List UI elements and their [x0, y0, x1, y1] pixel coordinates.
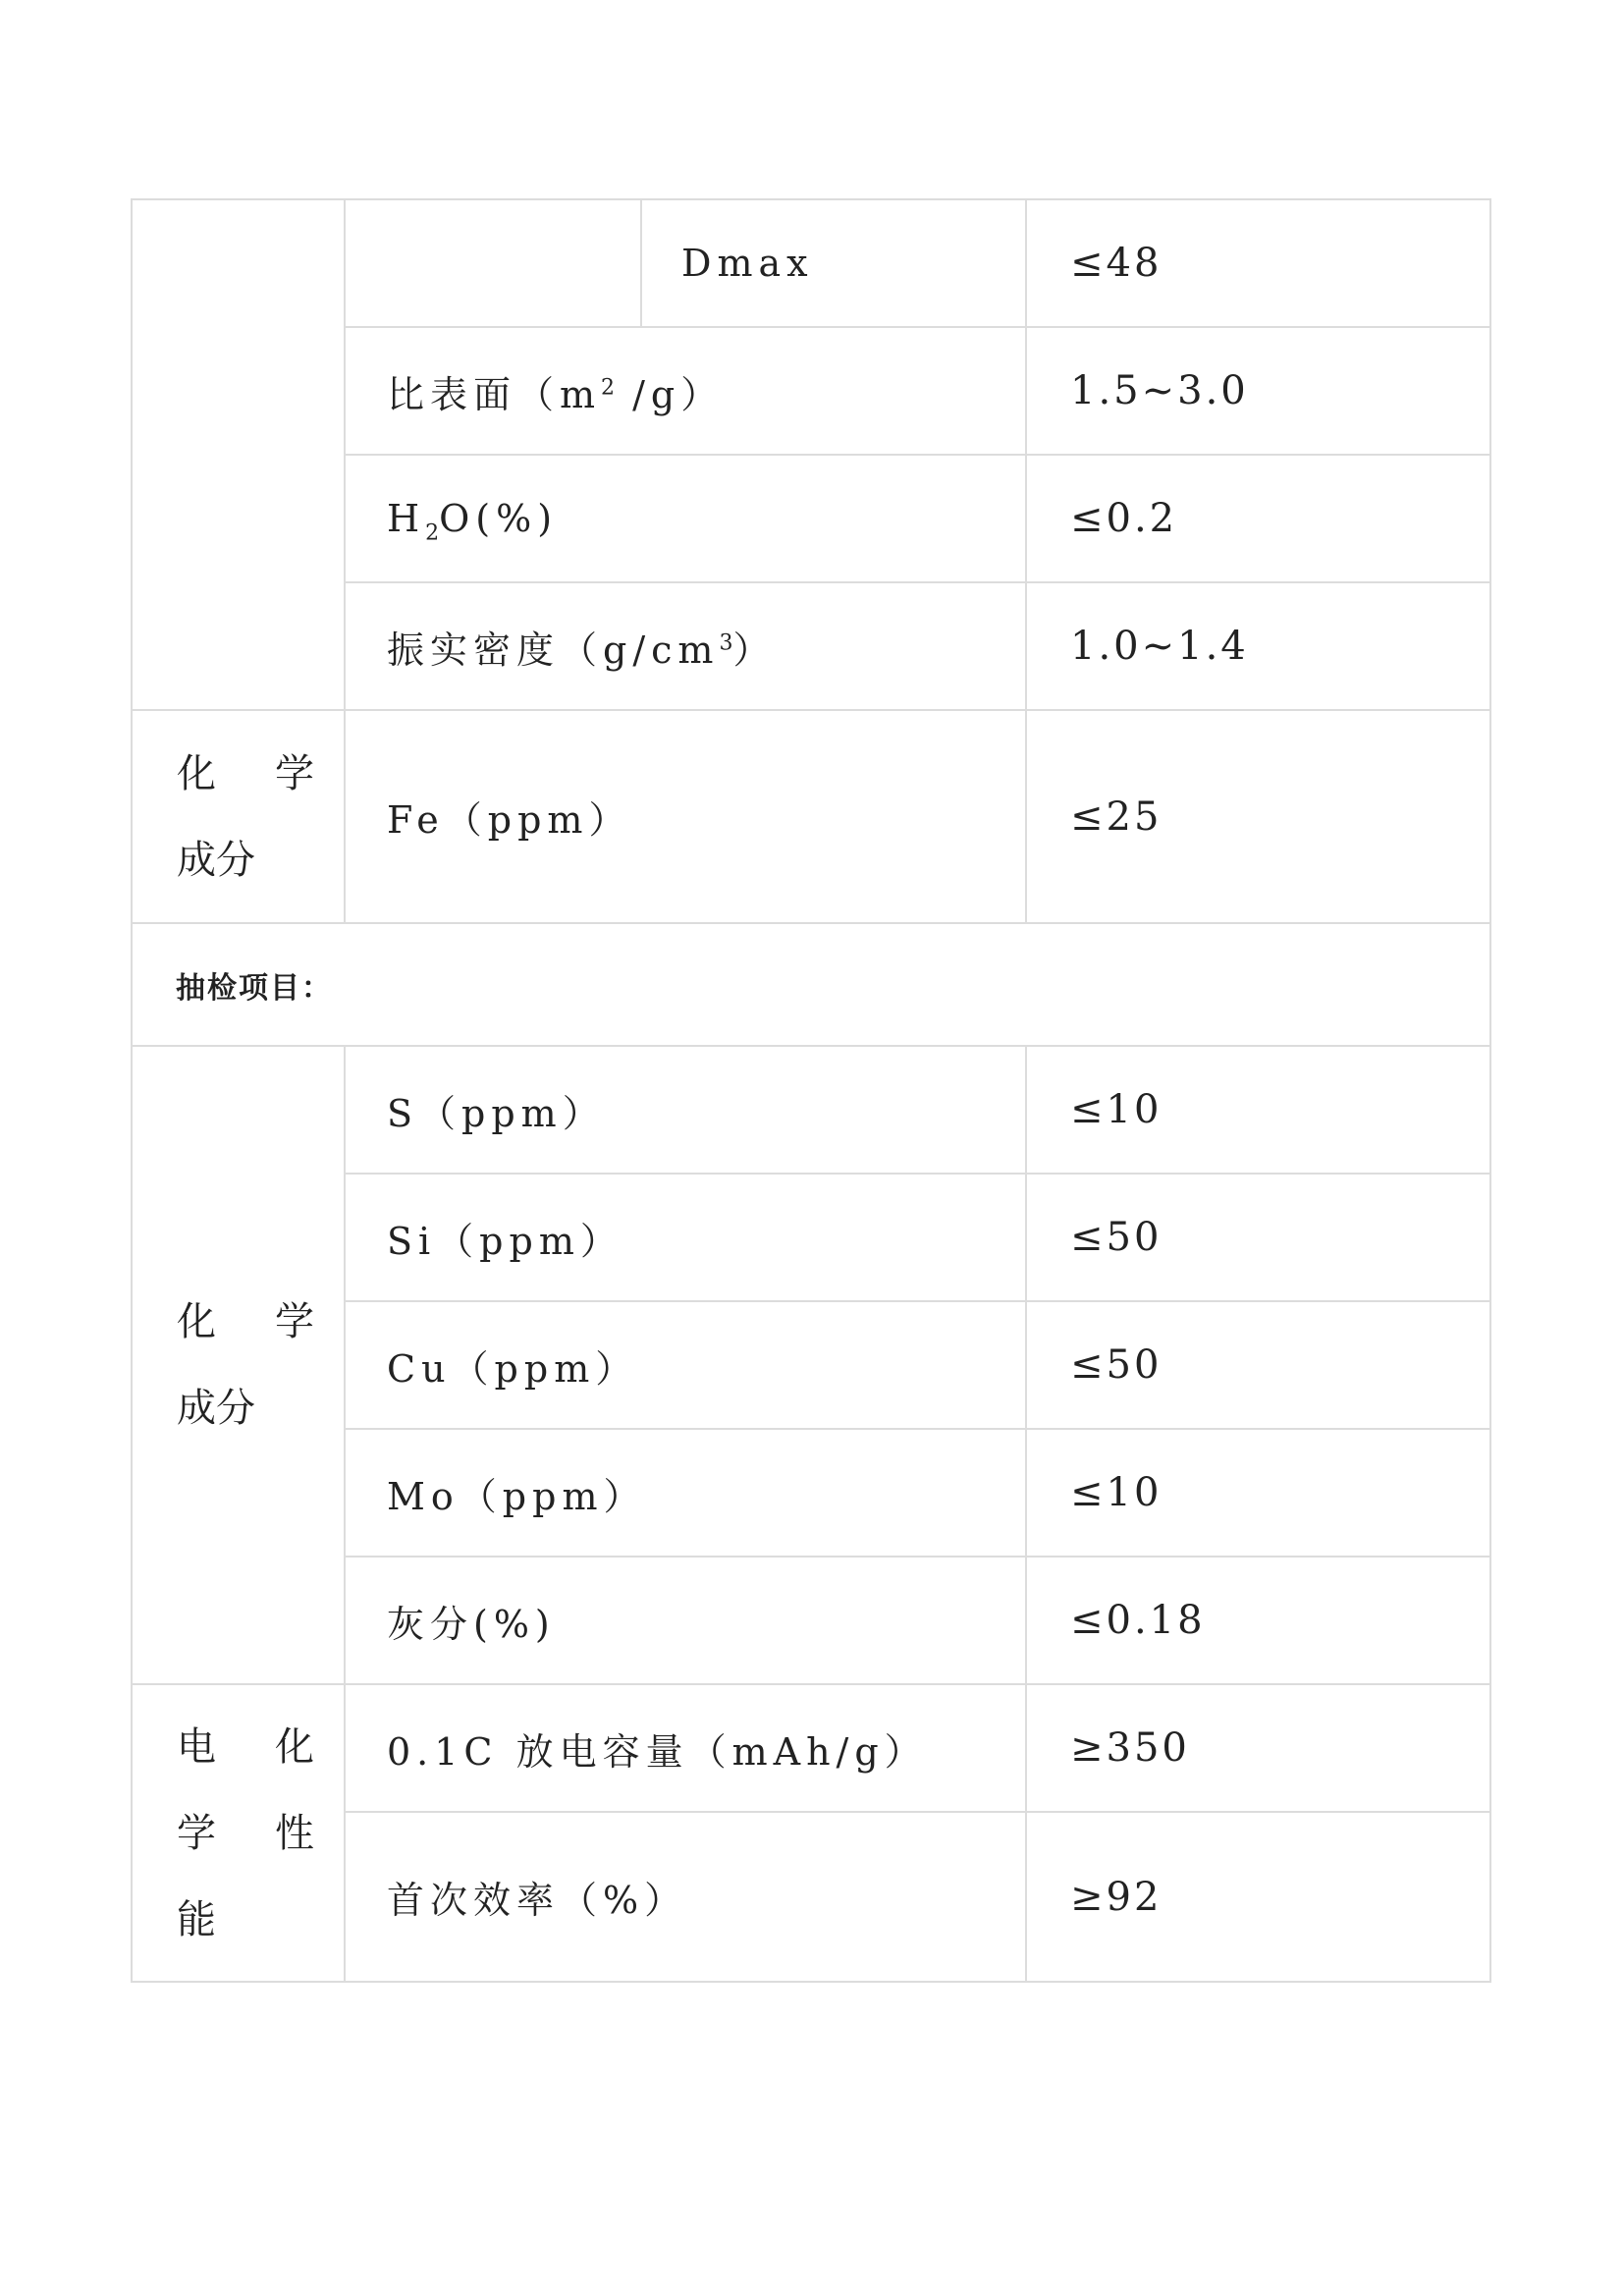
- value-cell: ≤50: [1026, 1301, 1490, 1429]
- item-cell: Si（ppm）: [345, 1174, 1026, 1301]
- category-cell: 电 化 学 性 能: [132, 1684, 345, 1982]
- table-row: [132, 710, 1490, 923]
- table-row: [132, 1684, 1490, 1812]
- item-cell: Cu（ppm）: [345, 1301, 1026, 1429]
- value-cell: ≥350: [1026, 1684, 1490, 1812]
- item-cell: Fe（ppm）: [345, 710, 1026, 923]
- item-cell: 首次效率（%）: [345, 1812, 1026, 1982]
- spec-table: [131, 198, 1491, 1983]
- value-cell: ≤0.18: [1026, 1557, 1490, 1684]
- subcategory-cell-continued: [345, 199, 641, 327]
- item-cell: Dmax: [641, 199, 1026, 327]
- item-cell: 振实密度$(g/cm^3)$: [345, 582, 1026, 710]
- value-cell: ≤0.2: [1026, 455, 1490, 582]
- item-cell: 灰分(%): [345, 1557, 1026, 1684]
- category-cell: 化 学 成分: [132, 710, 345, 923]
- value-cell: ≤50: [1026, 1174, 1490, 1301]
- value-cell: ≥92: [1026, 1812, 1490, 1982]
- table-row: [132, 199, 1490, 327]
- table-row: [132, 1046, 1490, 1174]
- value-cell: ≤25: [1026, 710, 1490, 923]
- item-cell: Mo（ppm）: [345, 1429, 1026, 1557]
- section-label: 抽检项目：: [132, 923, 1490, 1046]
- value-cell: ≤10: [1026, 1429, 1490, 1557]
- value-cell: 1.0~1.4: [1026, 582, 1490, 710]
- item-cell: S（ppm）: [345, 1046, 1026, 1174]
- section-row: [132, 923, 1490, 1046]
- category-cell: 化 学 成分: [132, 1046, 345, 1684]
- category-cell-continued: [132, 199, 345, 710]
- value-cell: 1.5~3.0: [1026, 327, 1490, 455]
- item-cell: 比表面（$m^2$ /g）: [345, 327, 1026, 455]
- value-cell: ≤48: [1026, 199, 1490, 327]
- value-cell: ≤10: [1026, 1046, 1490, 1174]
- item-cell: $H_2O(\%)$: [345, 455, 1026, 582]
- item-cell: 0.1C 放电容量（mAh/g）: [345, 1684, 1026, 1812]
